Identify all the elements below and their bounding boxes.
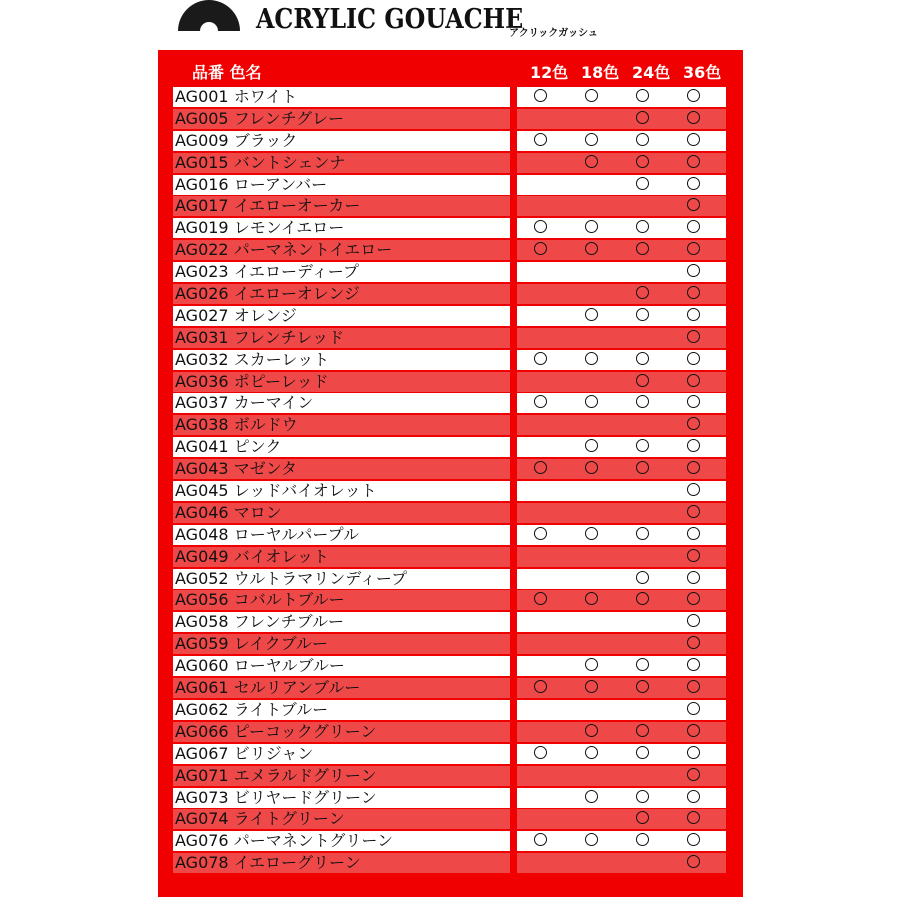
circle-mark-icon: [534, 352, 547, 365]
table-row: [158, 633, 743, 655]
table-row: [158, 808, 743, 830]
circle-mark-icon: [636, 133, 649, 146]
table-row: [158, 830, 743, 852]
circle-mark-icon: [585, 724, 598, 737]
column-header-set-24: 24色: [632, 63, 671, 82]
set-marks: [517, 831, 726, 851]
color-code-name: AG041 ピンク: [173, 437, 510, 457]
set-marks: [517, 284, 726, 304]
table-row: [158, 524, 743, 546]
circle-mark-icon: [687, 286, 700, 299]
circle-mark-icon: [585, 527, 598, 540]
circle-mark-icon: [534, 833, 547, 846]
circle-mark-icon: [636, 571, 649, 584]
circle-mark-icon: [687, 571, 700, 584]
column-header-set-18: 18色: [581, 63, 620, 82]
circle-mark-icon: [687, 395, 700, 408]
color-set-table: [158, 50, 743, 897]
color-code-name: AG056 コバルトブルー: [173, 590, 510, 610]
circle-mark-icon: [687, 592, 700, 605]
circle-mark-icon: [687, 133, 700, 146]
set-marks: [517, 809, 726, 829]
table-row: [158, 130, 743, 152]
table-row: [158, 174, 743, 196]
circle-mark-icon: [636, 790, 649, 803]
circle-mark-icon: [687, 855, 700, 868]
color-code-name: AG022 パーマネントイエロー: [173, 240, 510, 260]
circle-mark-icon: [636, 220, 649, 233]
circle-mark-icon: [534, 592, 547, 605]
table-row: [158, 458, 743, 480]
circle-mark-icon: [585, 439, 598, 452]
circle-mark-icon: [687, 374, 700, 387]
color-code-name: AG023 イエローディープ: [173, 262, 510, 282]
circle-mark-icon: [636, 680, 649, 693]
circle-mark-icon: [636, 111, 649, 124]
color-code-name: AG016 ローアンバー: [173, 175, 510, 195]
color-code-name: AG076 パーマネントグリーン: [173, 831, 510, 851]
circle-mark-icon: [636, 308, 649, 321]
column-header-code-name: 品番 色名: [192, 63, 262, 82]
circle-mark-icon: [585, 680, 598, 693]
circle-mark-icon: [585, 155, 598, 168]
color-code-name: AG001 ホワイト: [173, 87, 510, 107]
color-code-name: AG074 ライトグリーン: [173, 809, 510, 829]
color-code-name: AG032 スカーレット: [173, 350, 510, 370]
circle-mark-icon: [687, 614, 700, 627]
table-row: [158, 217, 743, 239]
set-marks: [517, 87, 726, 107]
circle-mark-icon: [687, 417, 700, 430]
table-row: [158, 611, 743, 633]
table-row: [158, 305, 743, 327]
set-marks: [517, 262, 726, 282]
set-marks: [517, 503, 726, 523]
table-row: [158, 743, 743, 765]
circle-mark-icon: [534, 242, 547, 255]
circle-mark-icon: [687, 111, 700, 124]
set-marks: [517, 525, 726, 545]
set-marks: [517, 196, 726, 216]
set-marks: [517, 328, 726, 348]
color-code-name: AG026 イエローオレンジ: [173, 284, 510, 304]
circle-mark-icon: [636, 242, 649, 255]
circle-mark-icon: [687, 198, 700, 211]
circle-mark-icon: [585, 395, 598, 408]
set-marks: [517, 656, 726, 676]
table-row: [158, 765, 743, 787]
circle-mark-icon: [687, 636, 700, 649]
circle-mark-icon: [585, 790, 598, 803]
color-code-name: AG058 フレンチブルー: [173, 612, 510, 632]
color-code-name: AG015 バントシェンナ: [173, 153, 510, 173]
circle-mark-icon: [687, 177, 700, 190]
circle-mark-icon: [687, 702, 700, 715]
set-marks: [517, 678, 726, 698]
table-row: [158, 436, 743, 458]
table-body: [158, 86, 743, 874]
circle-mark-icon: [585, 89, 598, 102]
circle-mark-icon: [687, 658, 700, 671]
circle-mark-icon: [636, 439, 649, 452]
circle-mark-icon: [687, 264, 700, 277]
table-row: [158, 261, 743, 283]
color-code-name: AG071 エメラルドグリーン: [173, 766, 510, 786]
set-marks: [517, 306, 726, 326]
color-code-name: AG031 フレンチレッド: [173, 328, 510, 348]
color-code-name: AG066 ピーコックグリーン: [173, 722, 510, 742]
color-code-name: AG043 マゼンタ: [173, 459, 510, 479]
circle-mark-icon: [687, 527, 700, 540]
circle-mark-icon: [687, 308, 700, 321]
color-code-name: AG073 ビリヤードグリーン: [173, 788, 510, 808]
column-header-set-36: 36色: [683, 63, 722, 82]
color-code-name: AG005 フレンチグレー: [173, 109, 510, 129]
set-marks: [517, 350, 726, 370]
set-marks: [517, 437, 726, 457]
circle-mark-icon: [534, 680, 547, 693]
circle-mark-icon: [687, 220, 700, 233]
table-row: [158, 480, 743, 502]
table-row: [158, 655, 743, 677]
circle-mark-icon: [636, 286, 649, 299]
circle-mark-icon: [534, 527, 547, 540]
table-row: [158, 239, 743, 261]
color-code-name: AG046 マロン: [173, 503, 510, 523]
color-code-name: AG036 ポピーレッド: [173, 372, 510, 392]
table-row: [158, 721, 743, 743]
set-marks: [517, 547, 726, 567]
set-marks: [517, 590, 726, 610]
set-marks: [517, 175, 726, 195]
color-code-name: AG078 イエローグリーン: [173, 853, 510, 873]
table-row: [158, 283, 743, 305]
circle-mark-icon: [585, 592, 598, 605]
table-row: [158, 677, 743, 699]
set-marks: [517, 634, 726, 654]
color-code-name: AG019 レモンイエロー: [173, 218, 510, 238]
circle-mark-icon: [687, 242, 700, 255]
set-marks: [517, 612, 726, 632]
circle-mark-icon: [636, 811, 649, 824]
color-code-name: AG061 セルリアンブルー: [173, 678, 510, 698]
set-marks: [517, 766, 726, 786]
circle-mark-icon: [687, 352, 700, 365]
circle-mark-icon: [636, 352, 649, 365]
set-marks: [517, 744, 726, 764]
set-marks: [517, 459, 726, 479]
circle-mark-icon: [636, 746, 649, 759]
circle-mark-icon: [585, 352, 598, 365]
set-marks: [517, 853, 726, 873]
circle-mark-icon: [534, 89, 547, 102]
circle-mark-icon: [585, 220, 598, 233]
color-code-name: AG038 ボルドウ: [173, 415, 510, 435]
circle-mark-icon: [687, 768, 700, 781]
set-marks: [517, 218, 726, 238]
color-code-name: AG037 カーマイン: [173, 393, 510, 413]
table-row: [158, 787, 743, 809]
circle-mark-icon: [687, 461, 700, 474]
circle-mark-icon: [585, 833, 598, 846]
circle-mark-icon: [687, 155, 700, 168]
circle-mark-icon: [585, 133, 598, 146]
header: [178, 0, 678, 46]
table-row: [158, 502, 743, 524]
circle-mark-icon: [636, 833, 649, 846]
color-code-name: AG027 オレンジ: [173, 306, 510, 326]
table-row: [158, 349, 743, 371]
set-marks: [517, 153, 726, 173]
circle-mark-icon: [636, 89, 649, 102]
table-row: [158, 568, 743, 590]
color-code-name: AG059 レイクブルー: [173, 634, 510, 654]
circle-mark-icon: [687, 505, 700, 518]
circle-mark-icon: [636, 395, 649, 408]
circle-mark-icon: [534, 746, 547, 759]
circle-mark-icon: [585, 308, 598, 321]
color-code-name: AG017 イエローオーカー: [173, 196, 510, 216]
table-row: [158, 392, 743, 414]
circle-mark-icon: [585, 461, 598, 474]
circle-mark-icon: [636, 527, 649, 540]
table-row: [158, 589, 743, 611]
table-row: [158, 546, 743, 568]
circle-mark-icon: [534, 220, 547, 233]
color-code-name: AG048 ローヤルパープル: [173, 525, 510, 545]
set-marks: [517, 131, 726, 151]
set-marks: [517, 415, 726, 435]
circle-mark-icon: [534, 461, 547, 474]
circle-mark-icon: [636, 177, 649, 190]
circle-mark-icon: [636, 155, 649, 168]
circle-mark-icon: [687, 724, 700, 737]
set-marks: [517, 569, 726, 589]
set-marks: [517, 481, 726, 501]
table-row: [158, 852, 743, 874]
table-row: [158, 108, 743, 130]
set-marks: [517, 788, 726, 808]
page-subtitle: アクリックガッシュ: [509, 28, 598, 39]
circle-mark-icon: [585, 658, 598, 671]
color-code-name: AG045 レッドバイオレット: [173, 481, 510, 501]
color-code-name: AG062 ライトブルー: [173, 700, 510, 720]
color-code-name: AG052 ウルトラマリンディープ: [173, 569, 510, 589]
circle-mark-icon: [687, 549, 700, 562]
table-row: [158, 195, 743, 217]
set-marks: [517, 722, 726, 742]
circle-mark-icon: [585, 242, 598, 255]
table-row: [158, 414, 743, 436]
set-marks: [517, 109, 726, 129]
circle-mark-icon: [687, 89, 700, 102]
circle-mark-icon: [687, 330, 700, 343]
set-marks: [517, 393, 726, 413]
page-title: ACRYLIC GOUACHE: [256, 4, 524, 35]
set-marks: [517, 700, 726, 720]
circle-mark-icon: [636, 658, 649, 671]
circle-mark-icon: [636, 592, 649, 605]
table-row: [158, 327, 743, 349]
circle-mark-icon: [687, 790, 700, 803]
set-marks: [517, 372, 726, 392]
column-header-set-12: 12色: [530, 63, 569, 82]
table-row: [158, 371, 743, 393]
circle-mark-icon: [687, 746, 700, 759]
circle-mark-icon: [687, 680, 700, 693]
circle-mark-icon: [534, 395, 547, 408]
set-marks: [517, 240, 726, 260]
color-code-name: AG060 ローヤルブルー: [173, 656, 510, 676]
table-row: [158, 699, 743, 721]
color-code-name: AG009 ブラック: [173, 131, 510, 151]
circle-mark-icon: [636, 724, 649, 737]
circle-mark-icon: [687, 439, 700, 452]
color-code-name: AG049 バイオレット: [173, 547, 510, 567]
table-row: [158, 152, 743, 174]
circle-mark-icon: [636, 374, 649, 387]
circle-mark-icon: [585, 746, 598, 759]
circle-mark-icon: [687, 811, 700, 824]
table-row: [158, 86, 743, 108]
circle-mark-icon: [687, 483, 700, 496]
circle-mark-icon: [534, 133, 547, 146]
circle-mark-icon: [687, 833, 700, 846]
circle-mark-icon: [636, 461, 649, 474]
color-code-name: AG067 ビリジャン: [173, 744, 510, 764]
